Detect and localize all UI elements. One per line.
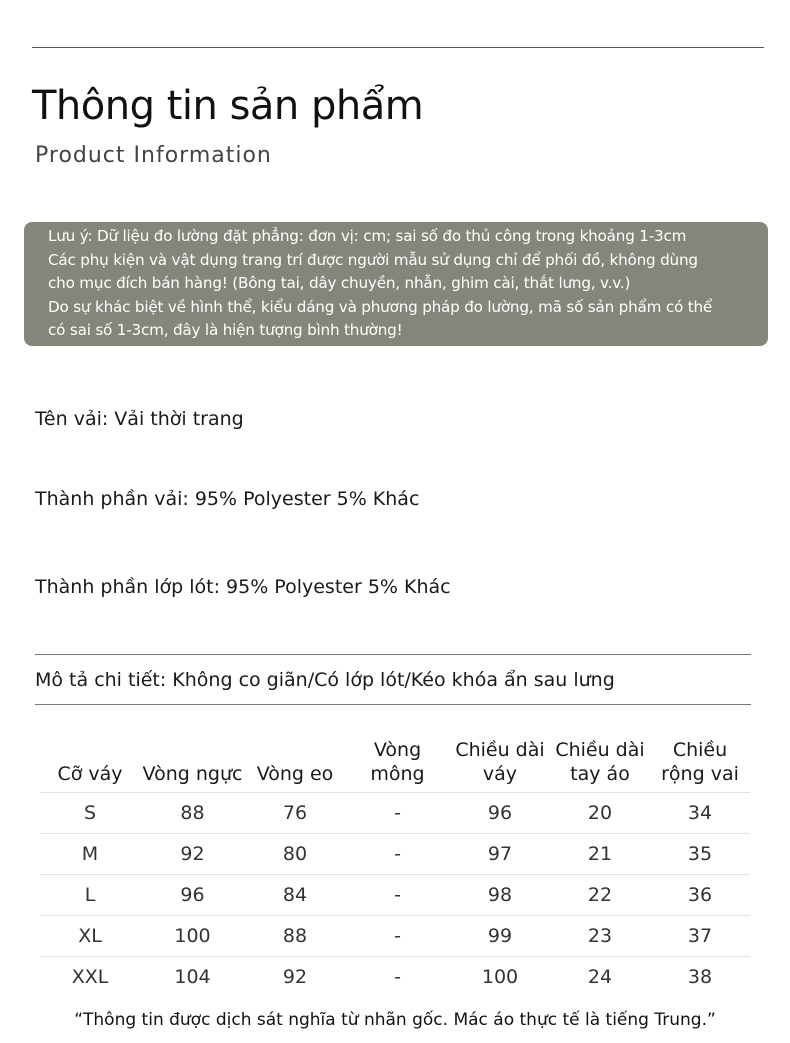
table-cell: 92: [140, 834, 245, 875]
table-cell: 96: [450, 793, 550, 834]
table-cell: 20: [550, 793, 650, 834]
table-cell: 88: [245, 916, 345, 957]
table-cell: 21: [550, 834, 650, 875]
size-chart-table: [40, 732, 750, 997]
top-divider: [32, 47, 764, 48]
table-cell: 76: [245, 793, 345, 834]
table-cell: 34: [650, 793, 750, 834]
lining-composition: Thành phần lớp lót: 95% Polyester 5% Khác: [35, 576, 451, 598]
detail-top-divider: [35, 654, 751, 655]
table-cell: 84: [245, 875, 345, 916]
table-cell: 100: [140, 916, 245, 957]
header-dress-length: Chiều dài váy: [455, 739, 545, 785]
table-cell: 99: [450, 916, 550, 957]
table-cell: 37: [650, 916, 750, 957]
fabric-composition: Thành phần vải: 95% Polyester 5% Khác: [35, 488, 420, 510]
header-waist: Vòng eo: [256, 763, 334, 785]
table-cell: 97: [450, 834, 550, 875]
table-cell: 88: [140, 793, 245, 834]
translation-footnote: “Thông tin được dịch sát nghĩa từ nhãn gốc. Mác áo thực tế là tiếng Trung.”: [74, 1010, 716, 1030]
table-cell: 104: [140, 957, 245, 998]
table-cell: 96: [140, 875, 245, 916]
notice-line: Do sự khác biệt về hình thể, kiểu dáng và phương pháp đo lường, mã số sản phẩm có thể: [48, 297, 713, 316]
table-cell: 80: [245, 834, 345, 875]
table-cell: M: [40, 834, 140, 875]
notice-line: cho mục đích bán hàng! (Bông tai, dây chuyền, nhẫn, ghim cài, thắt lưng, v.v.): [48, 274, 631, 292]
table-row: [40, 875, 750, 916]
table-row: [40, 834, 750, 875]
header-size: Cỡ váy: [57, 763, 123, 785]
table-cell: 98: [450, 875, 550, 916]
table-cell: XL: [40, 916, 140, 957]
header-hip: Vòng mông: [370, 739, 425, 785]
header-sleeve-length: Chiều dài tay áo: [555, 739, 645, 785]
table-cell: XXL: [40, 957, 140, 998]
table-cell: 38: [650, 957, 750, 998]
table-cell: 22: [550, 875, 650, 916]
table-cell: 36: [650, 875, 750, 916]
table-cell: 100: [450, 957, 550, 998]
table-cell: 92: [245, 957, 345, 998]
page-subtitle: Product Information: [35, 143, 272, 168]
table-header-row: [40, 732, 750, 793]
table-cell: -: [345, 916, 450, 957]
notice-line: Lưu ý: Dữ liệu đo lường đặt phẳng: đơn vị: cm; sai số đo thủ công trong khoảng 1-3cm: [48, 227, 687, 245]
table-row: [40, 916, 750, 957]
table-cell: -: [345, 793, 450, 834]
table-cell: 24: [550, 957, 650, 998]
detail-description: Mô tả chi tiết: Không co giãn/Có lớp lót/Kéo khóa ẩn sau lưng: [35, 669, 615, 691]
table-cell: S: [40, 793, 140, 834]
page-title: Thông tin sản phẩm: [32, 83, 424, 129]
table-cell: -: [345, 957, 450, 998]
header-bust: Vòng ngực: [142, 763, 243, 785]
table-cell: 23: [550, 916, 650, 957]
header-shoulder-width: Chiều rộng vai: [661, 739, 739, 785]
fabric-name: Tên vải: Vải thời trang: [35, 408, 244, 430]
table-cell: -: [345, 834, 450, 875]
notice-line: có sai số 1-3cm, đây là hiện tượng bình thường!: [48, 321, 403, 339]
table-row: [40, 957, 750, 998]
notice-line: Các phụ kiện và vật dụng trang trí được người mẫu sử dụng chỉ để phối đồ, không dùng: [48, 250, 698, 269]
detail-bottom-divider: [35, 704, 751, 705]
table-row: [40, 793, 750, 834]
table-cell: 35: [650, 834, 750, 875]
table-cell: L: [40, 875, 140, 916]
measurement-notice: [24, 222, 768, 346]
table-cell: -: [345, 875, 450, 916]
